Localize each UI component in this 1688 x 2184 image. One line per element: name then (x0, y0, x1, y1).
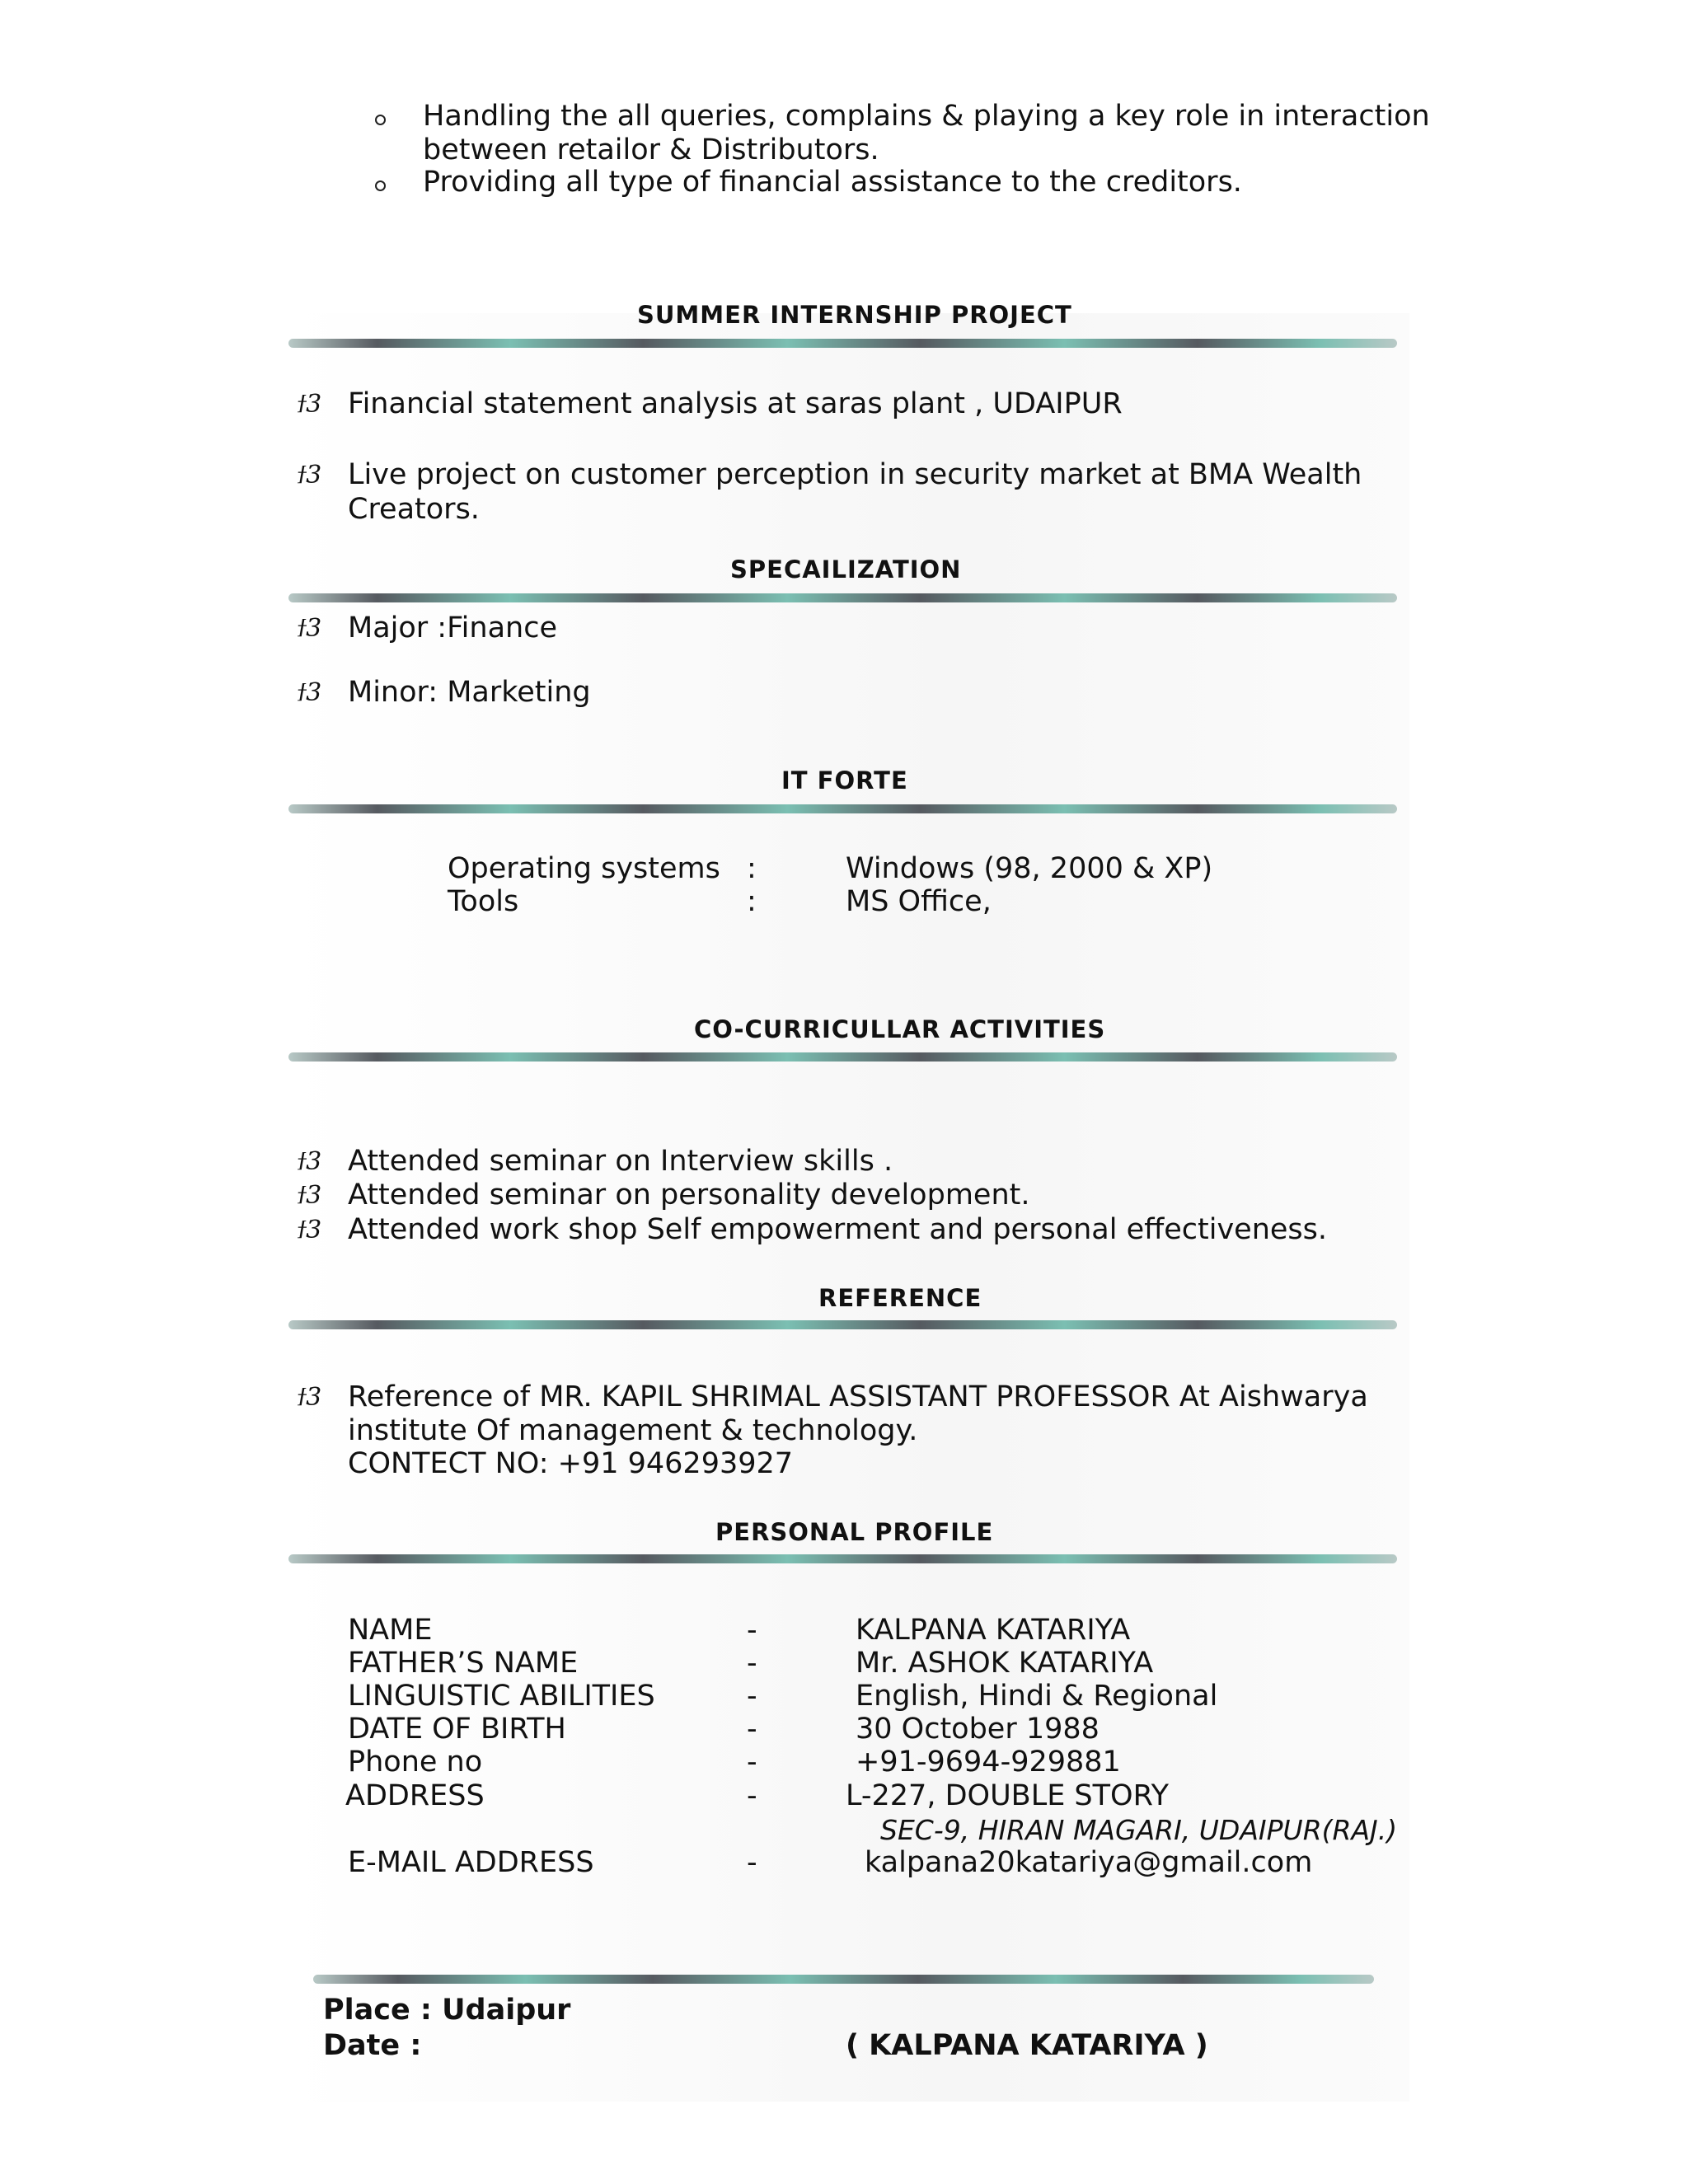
footer-divider (313, 1975, 1374, 1984)
reference-contact: CONTECT NO: +91 946293927 (348, 1447, 794, 1480)
co-curricular-item-3: Attended work shop Self empowerment and personal effectiveness. (348, 1213, 1328, 1246)
it-row-2-label: Tools (448, 885, 519, 918)
it-row-2-value: MS Office, (846, 885, 992, 918)
profile-sep: - (747, 1846, 757, 1879)
curl-bullet-icon: ϯ3 (298, 678, 322, 707)
summer-item-1: Financial statement analysis at saras plant , UDAIPUR (348, 387, 1123, 420)
profile-sep: - (747, 1779, 757, 1812)
footer-signature: ( KALPANA KATARIYA ) (846, 2029, 1208, 2062)
section-divider (288, 804, 1397, 813)
profile-label-email: E-MAIL ADDRESS (348, 1846, 594, 1879)
reference-line-1: Reference of MR. KAPIL SHRIMAL ASSISTANT PROFESSOR At Aishwarya (348, 1380, 1368, 1413)
profile-value-name: KALPANA KATARIYA (856, 1614, 1131, 1647)
section-divider (288, 339, 1397, 348)
curl-bullet-icon: ϯ3 (298, 1216, 322, 1244)
reference-line-2: institute Of management & technology. (348, 1414, 918, 1447)
top-bullet-1-line1: Handling the all queries, complains & playing a key role in interaction (423, 100, 1430, 133)
hollow-bullet-icon (375, 115, 386, 125)
summer-item-2-line2: Creators. (348, 493, 480, 526)
specialization-minor: Minor: Marketing (348, 676, 591, 709)
section-heading-specialization: SPECAILIZATION (730, 555, 962, 583)
section-divider (288, 593, 1397, 602)
profile-label-phone: Phone no (348, 1746, 483, 1779)
section-heading-it-forte: IT FORTE (781, 766, 908, 794)
profile-value-fathers-name: Mr. ASHOK KATARIYA (856, 1647, 1154, 1680)
footer-place: Place : Udaipur (323, 1994, 571, 2027)
profile-sep: - (747, 1746, 757, 1779)
curl-bullet-icon: ϯ3 (298, 461, 322, 490)
profile-label-address: ADDRESS (345, 1779, 485, 1812)
profile-value-address-line1: L-227, DOUBLE STORY (846, 1779, 1170, 1812)
specialization-major: Major :Finance (348, 612, 557, 644)
section-divider (288, 1052, 1397, 1062)
profile-value-phone: +91-9694-929881 (856, 1746, 1121, 1779)
profile-sep: - (747, 1614, 757, 1647)
profile-label-fathers-name: FATHER’S NAME (348, 1647, 579, 1680)
it-row-1-value: Windows (98, 2000 & XP) (846, 852, 1213, 885)
top-bullet-2: Providing all type of financial assistance to the creditors. (423, 166, 1242, 199)
profile-sep: - (747, 1680, 757, 1713)
hollow-bullet-icon (375, 180, 386, 191)
profile-value-dob: 30 October 1988 (856, 1713, 1100, 1746)
it-row-1-label: Operating systems (448, 852, 720, 885)
profile-sep: - (747, 1713, 757, 1746)
profile-value-linguistic: English, Hindi & Regional (856, 1680, 1218, 1713)
top-bullet-1-line2: between retailor & Distributors. (423, 134, 879, 166)
profile-label-linguistic: LINGUISTIC ABILITIES (348, 1680, 655, 1713)
section-heading-co-curricular: CO-CURRICULLAR ACTIVITIES (694, 1015, 1106, 1043)
footer-date: Date : (323, 2029, 422, 2062)
it-row-1-sep: : (747, 852, 757, 885)
summer-item-2-line1: Live project on customer perception in security market at BMA Wealth (348, 458, 1362, 491)
it-row-2-sep: : (747, 885, 757, 918)
curl-bullet-icon: ϯ3 (298, 1181, 322, 1210)
curl-bullet-icon: ϯ3 (298, 390, 322, 419)
section-heading-reference: REFERENCE (818, 1284, 982, 1312)
co-curricular-item-1: Attended seminar on Interview skills . (348, 1145, 893, 1178)
curl-bullet-icon: ϯ3 (298, 1383, 322, 1412)
profile-label-dob: DATE OF BIRTH (348, 1713, 566, 1746)
profile-value-address-line2: SEC-9, HIRAN MAGARI, UDAIPUR(RAJ.) (880, 1814, 1398, 1846)
profile-value-email: kalpana20katariya@gmail.com (865, 1846, 1313, 1879)
section-heading-summer-internship: SUMMER INTERNSHIP PROJECT (637, 301, 1072, 329)
section-heading-personal-profile: PERSONAL PROFILE (715, 1518, 994, 1546)
curl-bullet-icon: ϯ3 (298, 614, 322, 643)
section-divider (288, 1320, 1397, 1329)
profile-label-name: NAME (348, 1614, 433, 1647)
co-curricular-item-2: Attended seminar on personality development. (348, 1179, 1030, 1212)
curl-bullet-icon: ϯ3 (298, 1147, 322, 1176)
section-divider (288, 1554, 1397, 1563)
profile-sep: - (747, 1647, 757, 1680)
